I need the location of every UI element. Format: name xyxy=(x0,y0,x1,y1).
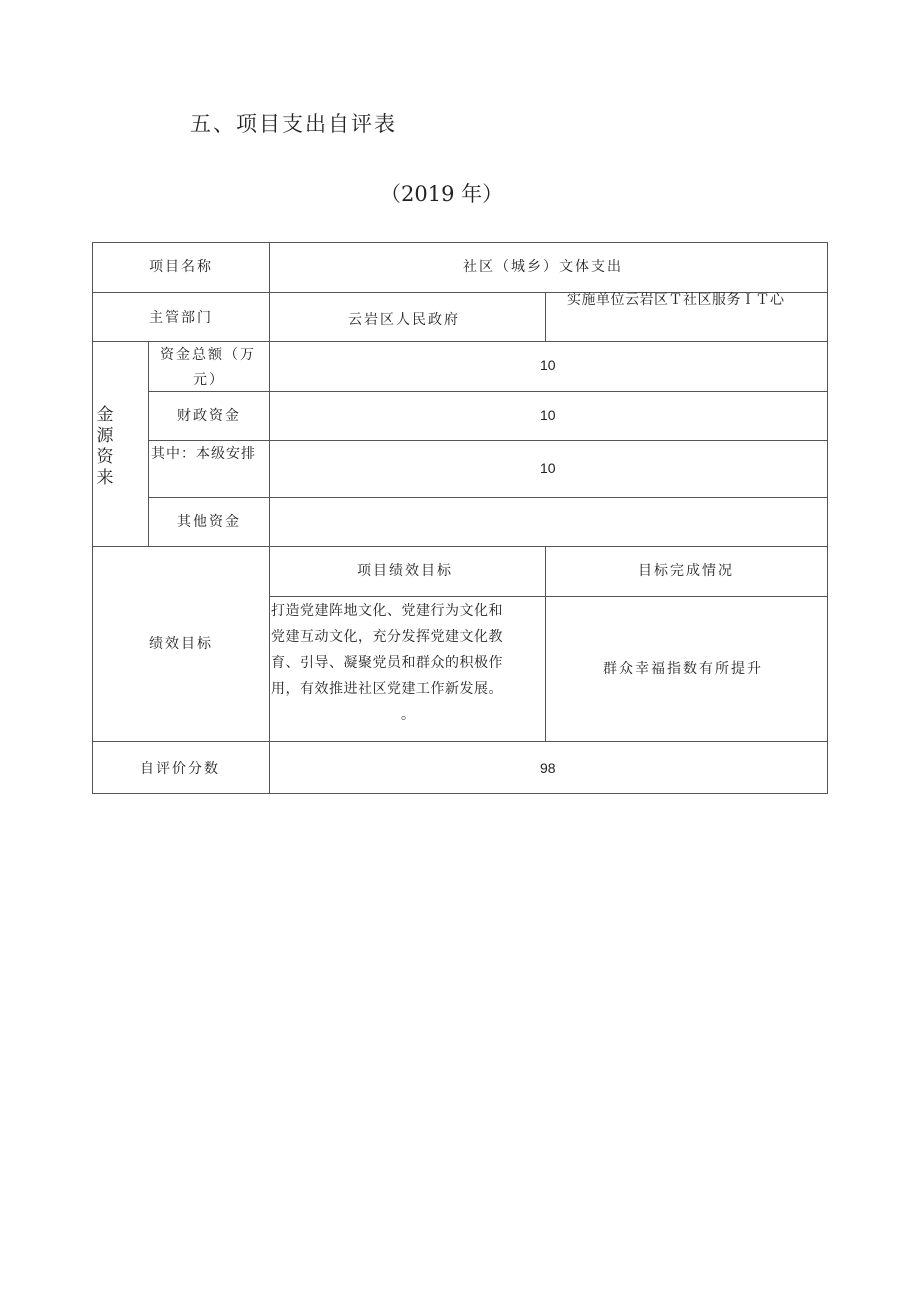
fiscal-fund-value: 10 xyxy=(540,407,556,423)
dept-label: 主管部门 xyxy=(149,310,213,326)
self-score-label: 自评价分数 xyxy=(140,761,220,777)
perf-goal-label: 绩效目标 xyxy=(149,636,213,652)
col-divider xyxy=(545,546,546,741)
other-fund-label: 其他资金 xyxy=(177,514,241,530)
col-divider xyxy=(269,242,270,794)
fiscal-fund-label: 财政资金 xyxy=(177,408,241,424)
col-divider xyxy=(148,341,149,546)
page-title: 五、项目支出自评表 xyxy=(190,112,397,136)
completion-value: 群众幸福指数有所提升 xyxy=(603,661,763,677)
local-arrangement-label: 其中：本级安排 xyxy=(151,446,256,462)
fund-source-label: 金 源 资 来 xyxy=(96,405,114,488)
col-divider xyxy=(545,292,546,341)
total-fund-value: 10 xyxy=(540,357,556,373)
perf-goal-line: 。 xyxy=(401,707,416,723)
perf-goal-line: 育、引导、凝聚党员和群众的积极作 xyxy=(271,655,503,671)
project-name-value: 社区（城乡）文体支出 xyxy=(463,259,623,275)
perf-goal-line: 打造党建阵地文化、党建行为文化和 xyxy=(271,603,503,619)
row-divider xyxy=(92,341,828,342)
row-divider xyxy=(269,596,828,597)
row-divider xyxy=(148,391,828,392)
perf-goal-text xyxy=(271,598,545,728)
row-divider xyxy=(92,546,828,547)
year-subtitle: （2019 年） xyxy=(380,182,504,206)
dept-value: 云岩区人民政府 xyxy=(348,312,460,328)
impl-unit: 实施单位云岩区Ｔ社区服务ＩＴ心 xyxy=(567,292,785,308)
perf-goal-line: 用，有效推进社区党建工作新发展。 xyxy=(271,681,503,697)
self-score-value: 98 xyxy=(540,760,556,776)
perf-goal-header: 项目绩效目标 xyxy=(357,563,453,579)
row-divider xyxy=(92,741,828,742)
completion-header: 目标完成情况 xyxy=(638,563,734,579)
total-fund-label-cont: 元） xyxy=(193,372,225,388)
local-arrangement-value: 10 xyxy=(540,460,556,476)
row-divider xyxy=(148,497,828,498)
row-divider xyxy=(148,440,828,441)
project-name-label: 项目名称 xyxy=(149,259,213,275)
total-fund-label: 资金总额（万 xyxy=(160,347,256,363)
perf-goal-line: 党建互动文化，充分发挥党建文化教 xyxy=(271,629,503,645)
